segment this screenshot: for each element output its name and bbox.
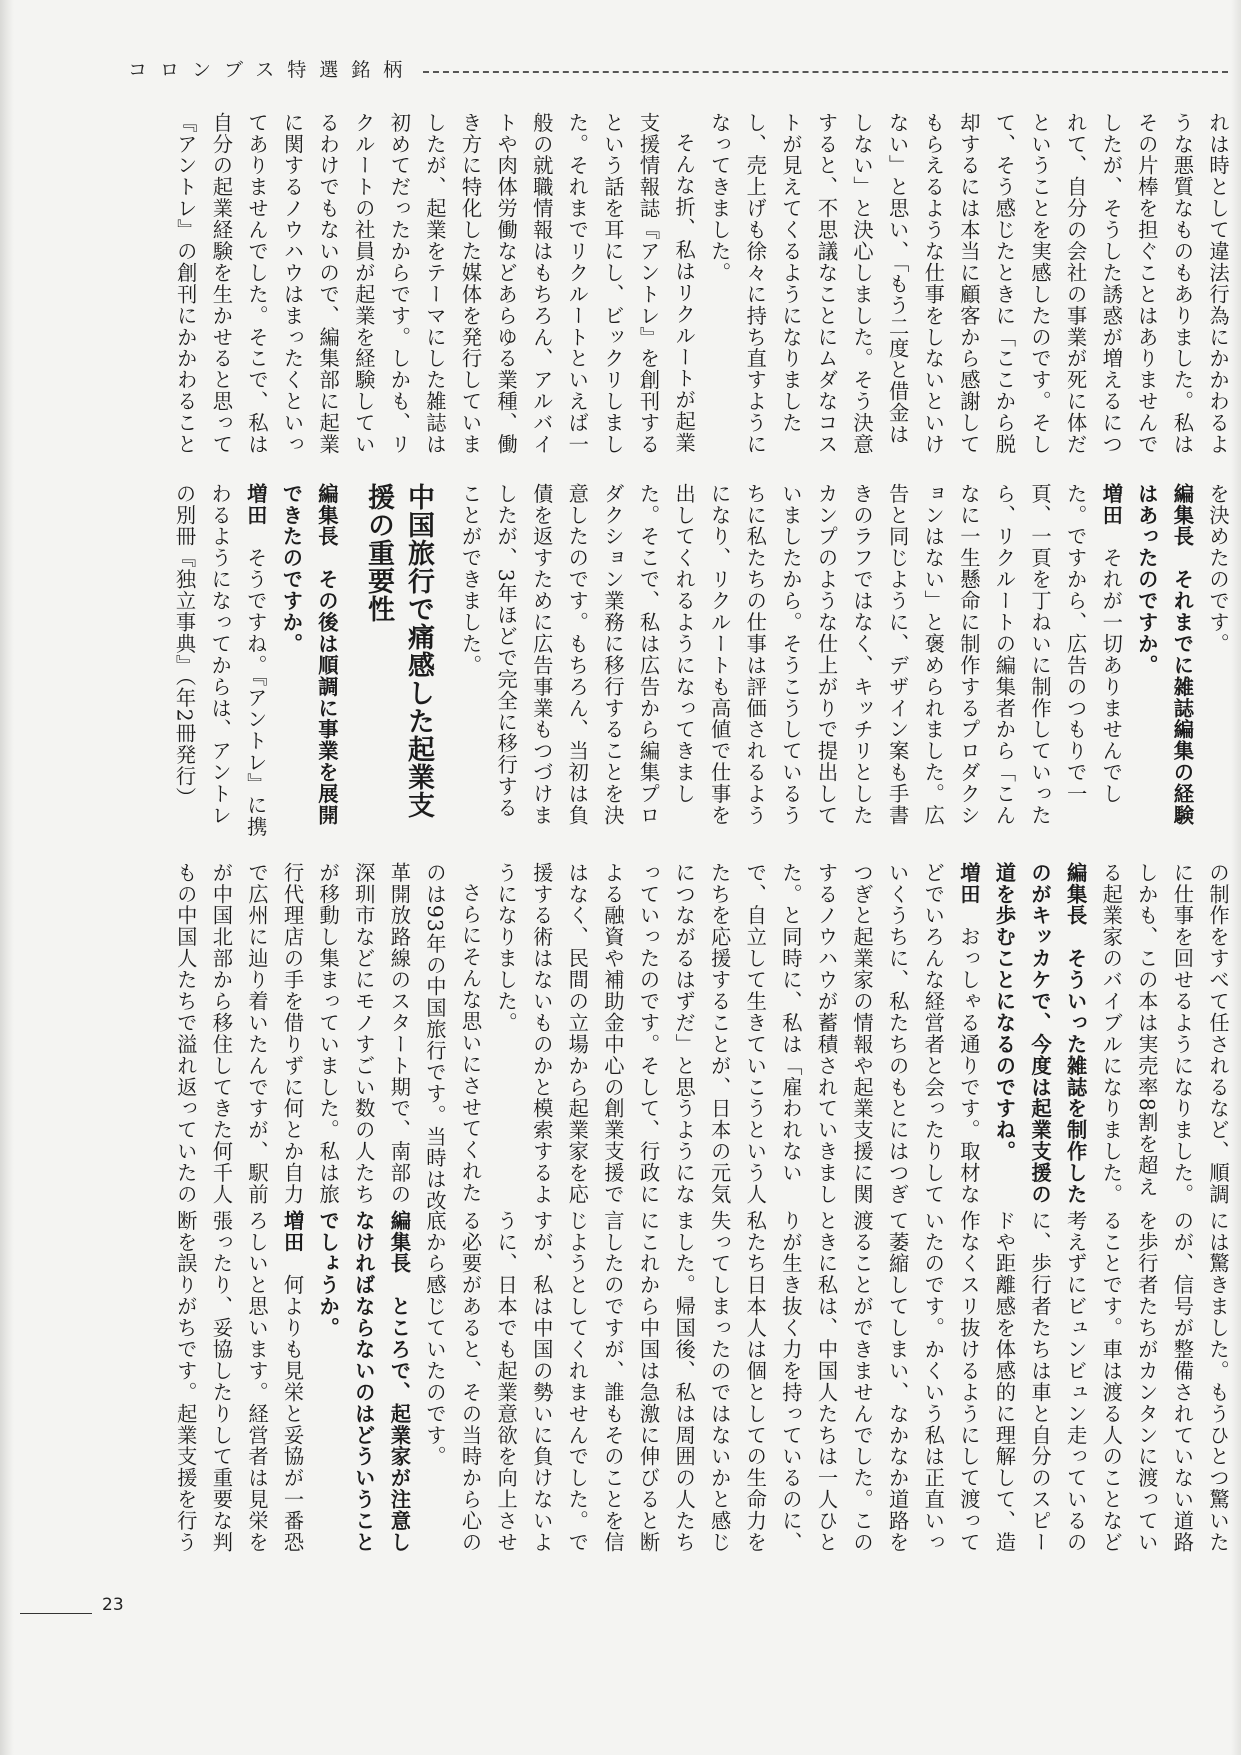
speaker-label: 編集長 bbox=[1063, 862, 1088, 927]
running-header-title: コロンブス特選銘柄 bbox=[128, 58, 416, 81]
paragraph: そんな折、私はリクルートが起業支援情報誌『アントレ』を創刊するという話を耳にし、ビックリしました。それまでリクルートといえば一般の就職情報はもちろん、アルバイトや肉体労働などあらゆる業種、働き方に特化した媒体を発行していましたが、起業をテーマにした雑誌は初めてだったからです。しかも、リクルートの社員が起業を経験しているわけでもないので、編集部に起業に関するノウハウはまったくといってありませんでした。そこで、私は自分の起業経験を生かせると思って『アントレ』の創刊にかかわること bbox=[173, 112, 697, 456]
question-text: そういった雑誌を制作したのがキッカケで、今度は起業支援の道を歩むことになるのですね。 bbox=[992, 862, 1088, 1206]
interview-answer bbox=[167, 1210, 309, 1566]
question-text: その後は順調に事業を展開できたのですか。 bbox=[279, 483, 339, 827]
answer-text: おっしゃる通りです。取材などでいろんな経営者と会ったりしていくうちに、私たちのもとにはつぎつぎと起業家の情報や起業支援に関するノウハウが蓄積されていきました。と同時に、私は「雇われないで、自立して生きていこうという人たちを応援することが、日本の元気につながるはずだ」と思うようになっていったのです。そして、行政による融資や補助金中心の創業支援ではなく、民間の立場から起業家を応援する術はないものかと模索するようになりました。 bbox=[494, 862, 981, 1206]
text-band-2 bbox=[125, 483, 1235, 839]
interview-answer bbox=[166, 483, 273, 839]
speaker-label: 編集長 bbox=[314, 483, 339, 548]
interview-question bbox=[1128, 483, 1199, 839]
speaker-label: 増田 bbox=[243, 483, 268, 526]
interview-question bbox=[273, 483, 344, 839]
section-heading: 中国旅行で痛感した起業支援の重要性 bbox=[362, 483, 434, 819]
question-text: それまでに雑誌編集の経験はあったのですか。 bbox=[1134, 483, 1195, 827]
footer-rule bbox=[20, 1613, 92, 1614]
paragraph: の制作をすべて任されるなど、順調に仕事を回せるようになりました。しかも、この本は実売率8割を超える起業家のバイブルになりました。 bbox=[1099, 862, 1230, 1206]
speaker-label: 編集長 bbox=[387, 1210, 412, 1275]
answer-text: それが一切ありませんでした。ですから、広告のつもりで一頁、一頁を丁ねいに制作していったら、リクルートの編集者から「こんなに一生懸命に制作するプロダクションはない」と褒められました。広告と同じように、デザイン案も手書きのラフではなく、キッチリとしたカンプのような仕上がりで提出していましたから。そうこうしているうちに私たちの仕事は評価されるようになり、リクルートも高値で仕事を出してくれるようになってきました。そこで、私は広告から編集プロダクション業務に移行することを決意したのです。もちろん、当初は負債を返すために広告事業もつづけましたが、3年ほどで完全に移行することができました。 bbox=[458, 483, 1124, 827]
text-band-1 bbox=[125, 112, 1235, 460]
speaker-label: 増田 bbox=[280, 1210, 305, 1253]
paragraph: には驚きました。もうひとつ驚いたのが、信号が整備されていない道路を歩行者たちがカンタンに渡っていることです。車は渡る人のことなど考えずにビュンビュン走っているのに、歩行者たちは車と自分のスピードや距離感を体感的に理解して、造作なくスリ抜けるようにして渡っていたのです。かくいう私は正直いって萎縮してしまい、なかなか道路を渡ることができませんでした。このときに私は、中国人たちは一人ひとりが生き抜く力を持っているのに、私たち日本人は個としての生命力を失ってしまったのではないかと感じました。帰国後、私は周囲の人たちにこれから中国は急激に伸びると断言したのですが、誰もそのことを信じようとしてくれませんでした。ですが、私は中国の勢いに負けないように、日本でも起業意欲を向上させる必要があると、その当時から心の底から感じていたのです。 bbox=[422, 1210, 1230, 1554]
speaker-label: 増田 bbox=[1099, 483, 1124, 526]
question-text: ところで、起業家が注意しなければならないのはどういうことでしょうか。 bbox=[316, 1210, 412, 1554]
paragraph: を決めたのです。 bbox=[1206, 483, 1230, 655]
text-band-3 bbox=[125, 862, 1235, 1218]
speaker-label: 増田 bbox=[956, 862, 981, 905]
paragraph: さらにそんな思いにさせてくれたのは93年の中国旅行です。当時は改革開放路線のスタート期で、南部の深玔市などにモノすごい数の人たちが移動し集まっていました。私は旅行代理店の手を借りずに何とか自力で広州に辿り着いたんですが、駅前が中国北部から移住してきた何千人もの中国人たちで溢れ返っていたの bbox=[173, 862, 483, 1212]
page-binding-shadow bbox=[0, 0, 14, 1755]
text-band-4 bbox=[125, 1210, 1235, 1566]
running-header bbox=[128, 52, 1228, 84]
interview-answer bbox=[488, 862, 986, 1218]
paragraph: れは時として違法行為にかかわるような悪質なものもありました。私はその片棒を担ぐことはありませんでしたが、そうした誘惑が増えるにつれて、自分の会社の事業が死に体だということを実感したのです。そして、そう感じたときに「ここから脱却するには本当に顧客から感謝してもらえるような仕事をしないといけない」と思い、「もう二度と借金はしない」と決心しました。そう決意すると、不思議なことにムダなコストが見えてくるようになりましたし、売上げも徐々に持ち直すようになってきました。 bbox=[707, 112, 1230, 456]
header-dashed-rule bbox=[423, 71, 1228, 73]
answer-text: 何よりも見栄と妥協が一番恐ろしいと思います。経営者は見栄を張ったり、妥協したりして重要な判断を誤りがちです。起業支援を行う bbox=[173, 1210, 305, 1554]
page-footer bbox=[20, 1592, 160, 1614]
interview-question bbox=[310, 1210, 417, 1566]
answer-text: そうですね。『アントレ』に携わるようになってからは、アントレの別冊『独立事典』（年2冊発行） bbox=[172, 483, 268, 838]
speaker-label: 編集長 bbox=[1170, 483, 1195, 548]
page-number: 23 bbox=[102, 1595, 124, 1615]
interview-question bbox=[986, 862, 1093, 1218]
interview-answer bbox=[452, 483, 1128, 839]
